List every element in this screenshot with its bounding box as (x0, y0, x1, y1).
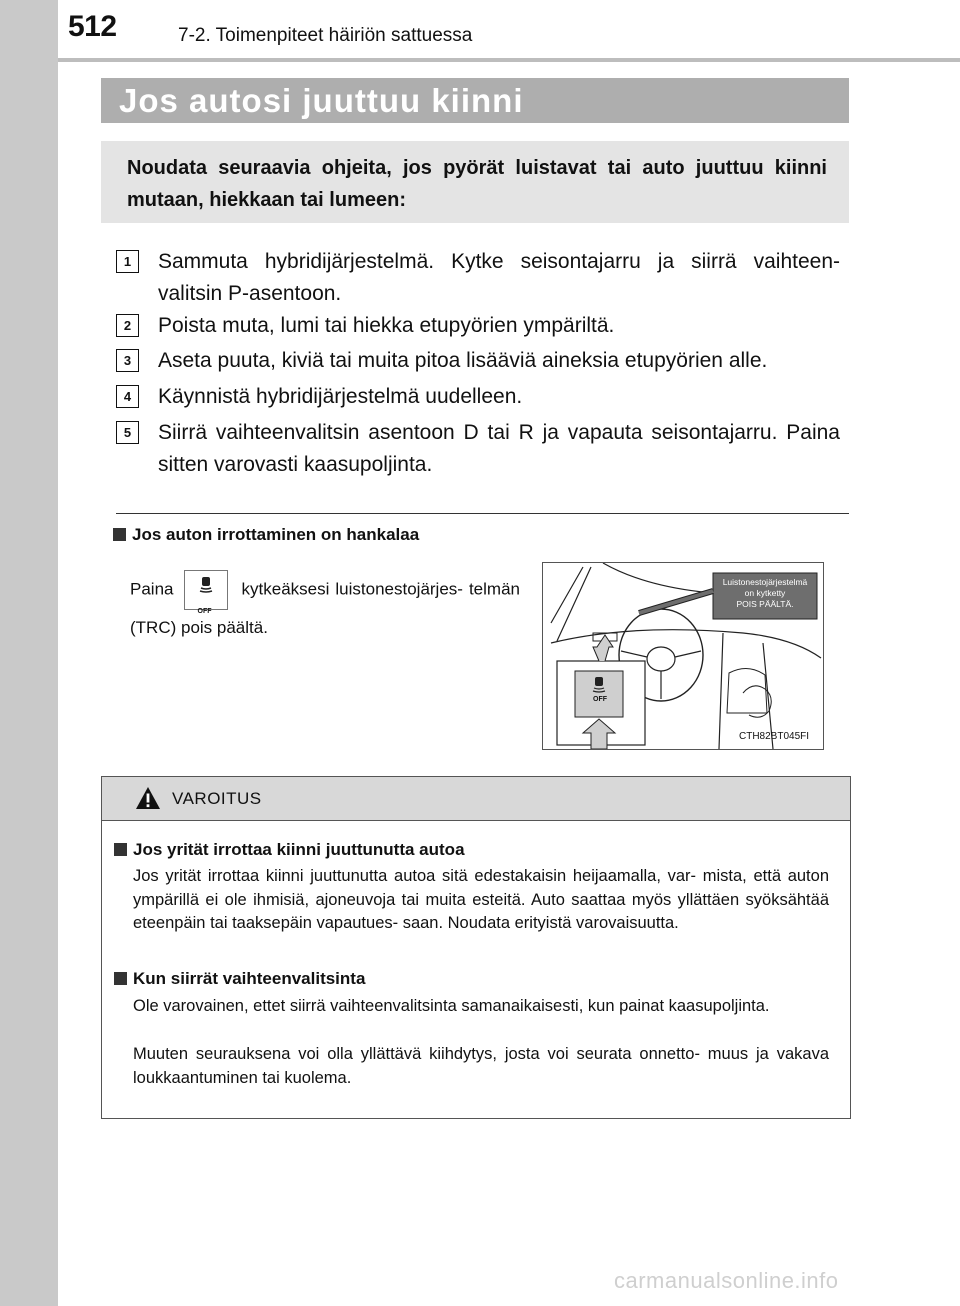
warning-title: VAROITUS (172, 789, 262, 808)
callout-line-3: POIS PÄÄLTÄ. (736, 599, 794, 609)
subsection-heading: Jos auton irrottaminen on hankalaa (113, 525, 419, 545)
callout-line-2: on kytketty (744, 588, 786, 598)
step-text: Poista muta, lumi tai hiekka etupyörien ympäriltä. (158, 314, 615, 337)
square-bullet-icon (114, 843, 127, 856)
callout-line-1: Luistonestojärjestelmä (722, 577, 808, 587)
warning-item-1-heading: Jos yrität irrottaa kiinni juuttunutta autoa (114, 840, 465, 860)
page-number: 512 (68, 10, 117, 43)
traction-control-off-icon (184, 570, 228, 615)
warning-item-2-text-1: Ole varovainen, ettet siirrä vaihteenvalitsinta samanaikaisesti, kun painat kaasupoljinta. (133, 997, 770, 1015)
warning-box (101, 776, 851, 1119)
step-number: 1 (116, 250, 139, 273)
warning-item-1-text: Jos yrität irrottaa kiinni juuttunutta autoa sitä edestakaisin heijaamalla, var- mista, että auton ympärillä ei ole ihmisiä, ajoneuvoja tai muita esteitä. Auto saattaa myös yllättäen syöksähtää eteenpäin tai taaksepäin vapautues- saan. Noudata erityistä varovaisuutta. (133, 867, 829, 932)
watermark: carmanualsonline.info (614, 1268, 839, 1293)
step-text: Sammuta hybridijärjestelmä. Kytke seisontajarru ja siirrä vaihteen- valitsin P-asentoon. (158, 250, 840, 305)
figure-button-label: OFF (593, 696, 607, 703)
warning-item-2-heading: Kun siirrät vaihteenvalitsinta (114, 969, 365, 989)
step-text: Siirrä vaihteenvalitsin asentoon D tai R ja vapauta seisontajarru. Paina sitten varovasti kaasupoljinta. (158, 421, 840, 476)
page-title: Jos autosi juuttuu kiinni (119, 82, 524, 119)
subsection-body: Paina OFF kytkeäksesi luistonestojärjes- telmän (TRC) pois päältä. (130, 570, 520, 646)
step-number: 2 (116, 314, 139, 337)
square-bullet-icon (113, 528, 126, 541)
square-bullet-icon (114, 972, 127, 985)
step-text: Aseta puuta, kiviä tai muita pitoa lisääviä aineksia etupyörien alle. (158, 349, 768, 372)
intro-box (101, 141, 849, 223)
figure-code: CTH82BT045FI (739, 731, 810, 742)
icon-off-label: OFF (197, 608, 212, 615)
warning-item-2-text-2: Muuten seurauksena voi olla yllättävä kiihdytys, josta voi seurata onnetto- muus ja vakava loukkaantuminen tai kuolema. (133, 1045, 829, 1087)
title-bar (101, 78, 849, 123)
step-number: 3 (116, 349, 139, 372)
step-text: Käynnistä hybridijärjestelmä uudelleen. (158, 385, 523, 408)
warning-triangle-icon (135, 786, 161, 810)
intro-text: Noudata seuraavia ohjeita, jos pyörät luistavat tai auto juuttuu kiinni mutaan, hiekkaan tai lumeen: (127, 157, 827, 211)
dashboard-figure (542, 562, 824, 750)
divider (116, 513, 849, 514)
step-number: 5 (116, 421, 139, 444)
header-rule (58, 58, 960, 62)
side-strip (0, 0, 58, 1306)
warning-header (102, 777, 850, 821)
section-label: 7-2. Toimenpiteet häiriön sattuessa (178, 25, 473, 46)
step-number: 4 (116, 385, 139, 408)
